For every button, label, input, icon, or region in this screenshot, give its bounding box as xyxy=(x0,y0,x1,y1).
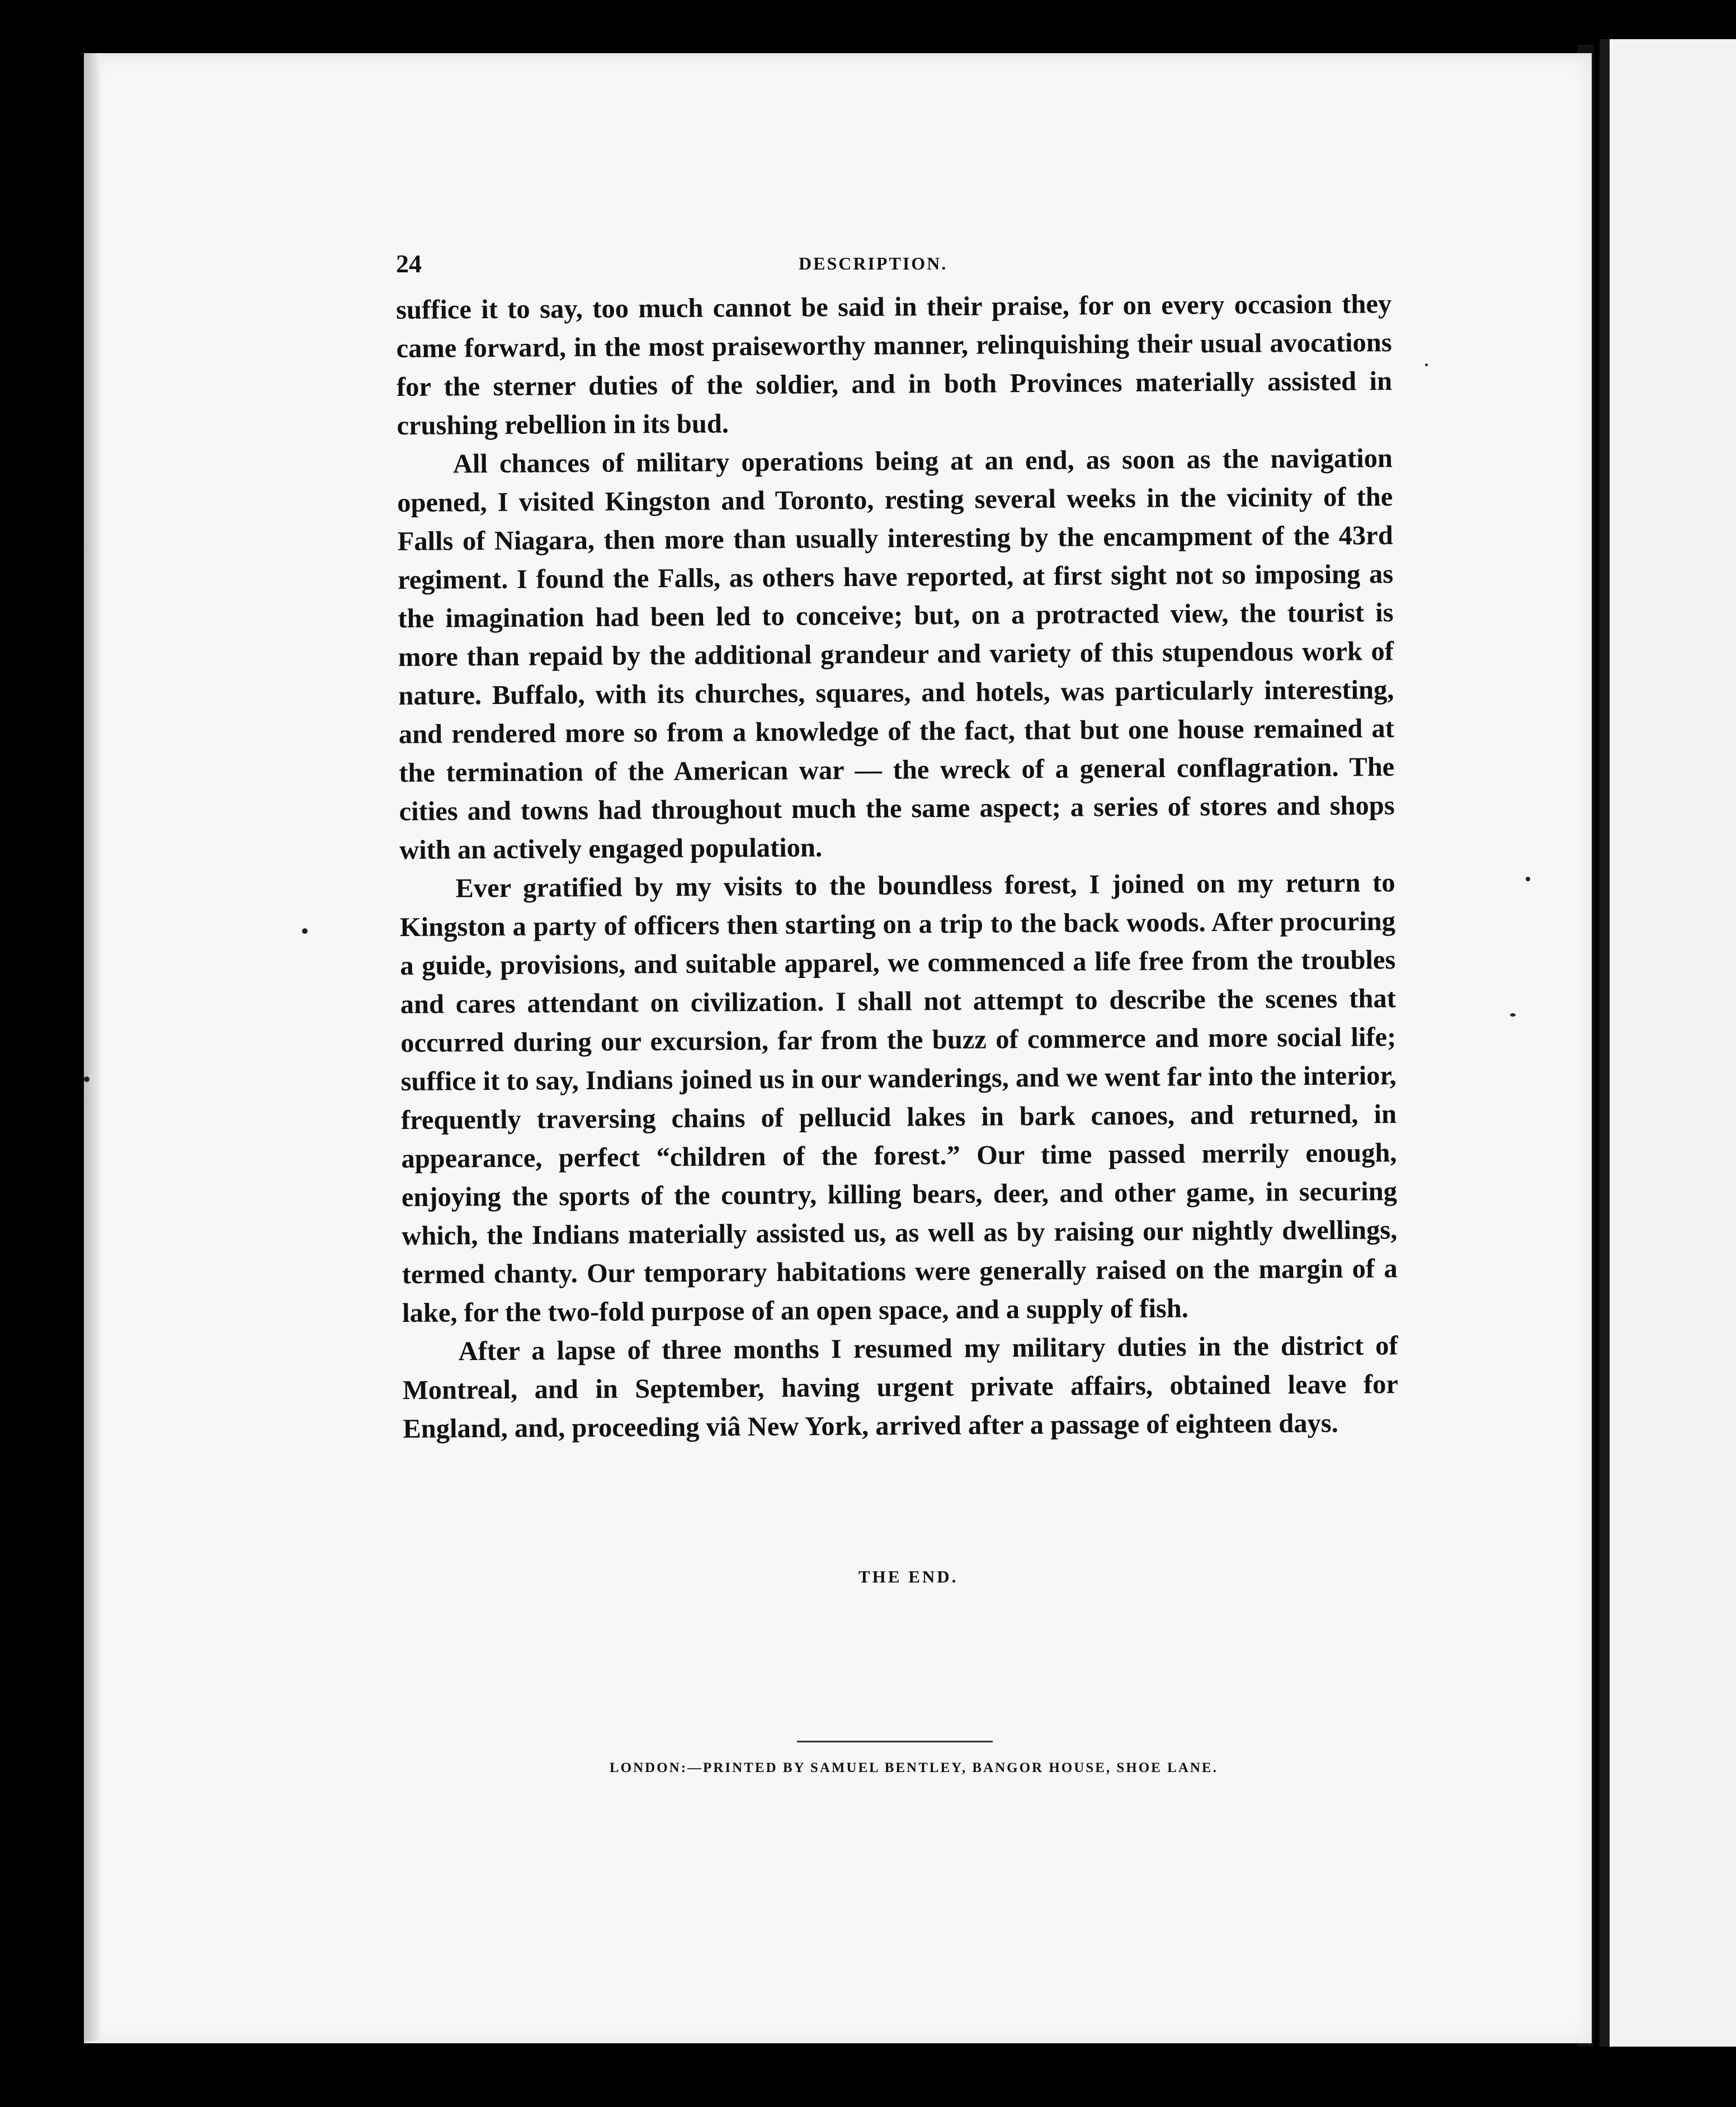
paragraph: Ever gratified by my visits to the boundless forest, I joined on my return to Kingston a party of officers then starting on a trip to the back woods. After procuring a guide, provisions, and suitable apparel, we commenced a life free from the troubles and cares attendant on civilization. I shall not attempt to describe the scenes that occurred during our excursion, far from the buzz of commerce and more social life; suffice it to say, Indians joined us in our wanderings, and we went far into the interior, frequently traversing chains of pellucid lakes in bark canoes, and returned, in appearance, perfect “children of the forest.” Our time passed merrily enough, enjoying the sports of the country, killing bears, deer, and other game, in securing which, the Indians materially assisted us, as well as by raising our nightly dwellings, termed chanty. Our temporary habitations were generally raised on the margin of a lake, for the two-fold purpose of an open space, and a supply of fish. xyxy=(399,868,1398,1328)
page-header xyxy=(396,249,1391,282)
page-number: 24 xyxy=(396,249,422,278)
scan-speck xyxy=(1425,363,1428,366)
scan-speck xyxy=(1510,1013,1516,1017)
scan-speck xyxy=(1526,877,1530,881)
printer-imprint: LONDON:—PRINTED BY SAMUEL BENTLEY, BANGOR HOUSE, SHOE LANE. xyxy=(610,1760,1218,1775)
facing-page-edge xyxy=(1600,39,1736,2047)
scan-speck xyxy=(84,1076,89,1082)
scan-speck xyxy=(302,928,308,934)
divider-rule xyxy=(797,1741,993,1742)
paragraph: All chances of military operations being at an end, as soon as the navigation opened, I visited Kingston and Toronto, resting several weeks in the vicinity of the Falls of Niagara, then more than usually interesting by the encampment of the 43rd regiment. I found the Falls, as others have reported, at first sight not so imposing as the imagination had been led to conceive; but, on a protracted view, the tourist is more than repaid by the additional grandeur and variety of this stupendous work of nature. Buffalo, with its churches, squares, and hotels, was particularly interesting, and rendered more so from a knowledge of the fact, that but one house remained at the termination of the American war — the wreck of a general conflagration. The cities and towns had throughout much the same aspect; a series of stores and shops with an actively engaged population. xyxy=(397,443,1395,865)
paragraph: suffice it to say, too much cannot be said in their praise, for on every occasion they came forward, in the most praiseworthy manner, relinquishing their usual avocations for the sterner duties of the soldier, and in both Provinces materially assisted in crushing rebellion in its bud. xyxy=(396,289,1393,441)
the-end-label: THE END. xyxy=(858,1567,959,1586)
paragraph: After a lapse of three months I resumed my military duties in the district of Montreal, and in September, having urgent private affairs, obtained leave for England, and, proceeding viâ New York, arrived after a passage of eighteen days. xyxy=(402,1331,1399,1444)
page-edge-shadow xyxy=(84,53,101,2041)
running-head: DESCRIPTION. xyxy=(799,253,948,273)
body-text xyxy=(396,285,1399,1448)
